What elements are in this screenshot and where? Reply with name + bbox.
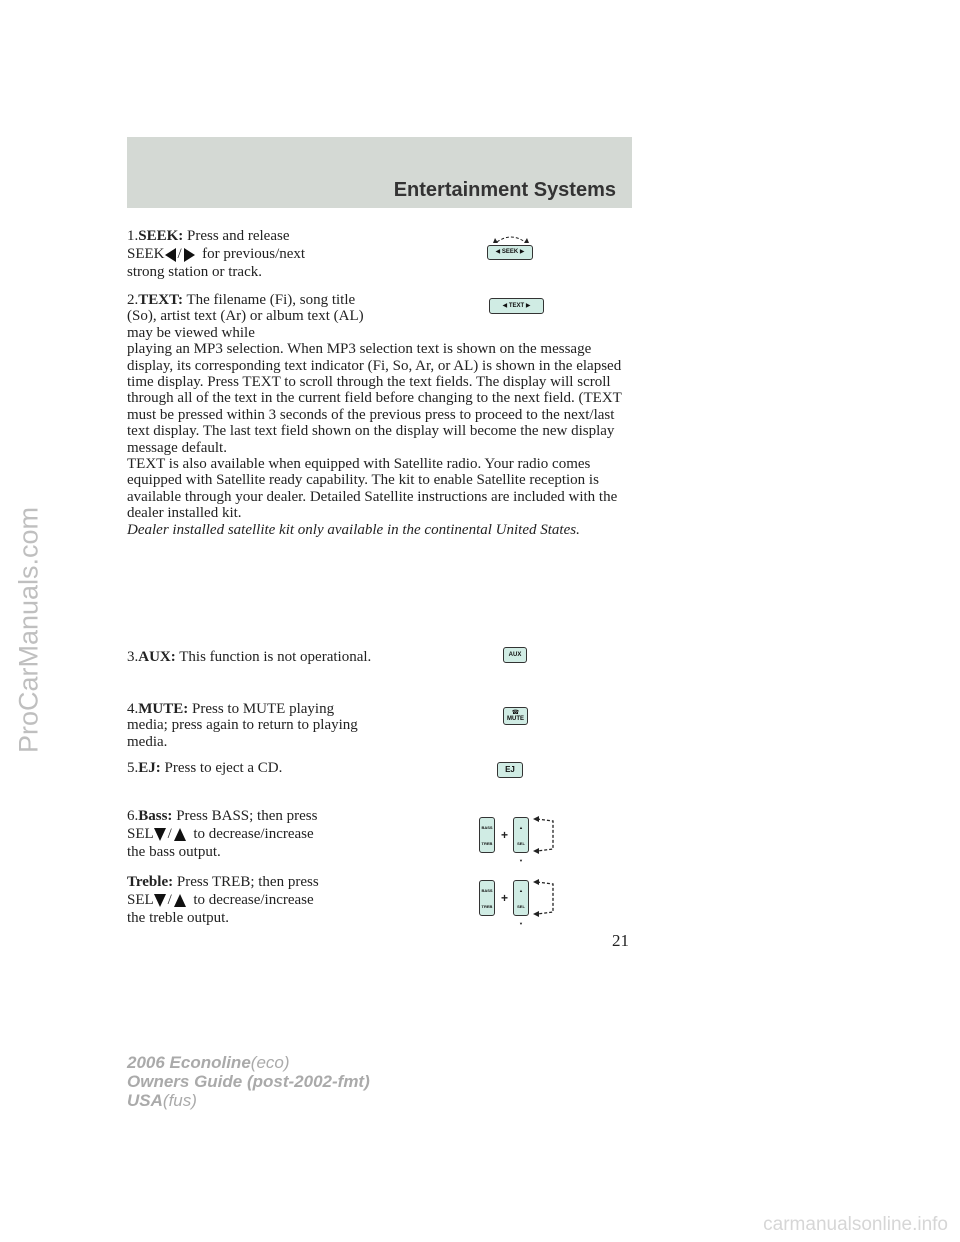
- side-watermark-text: ProCarManuals.com: [13, 506, 44, 754]
- aux-button: AUX: [503, 647, 527, 663]
- footer: [127, 1053, 370, 1110]
- item-term: SEEK:: [138, 228, 184, 244]
- sel-down-icon: [154, 828, 166, 841]
- phone-icon: ☎: [511, 710, 520, 716]
- item-term: AUX:: [138, 649, 176, 665]
- plus-sign: +: [501, 828, 509, 842]
- item-term: Treble:: [127, 874, 174, 890]
- item-number: 1.: [127, 228, 139, 244]
- page-number: 21: [612, 931, 629, 950]
- item-ej: 5.EJ: Press to eject a CD. EJ: [127, 760, 637, 808]
- item-term: EJ:: [138, 760, 161, 776]
- footer-model-code: (eco): [250, 1053, 290, 1072]
- bass-treb-button: BASS TREB: [479, 817, 495, 853]
- item-term: Bass:: [138, 808, 173, 824]
- ej-button: EJ: [497, 762, 523, 778]
- seek-right-icon: [184, 248, 195, 262]
- treble-control-figure: [479, 878, 559, 926]
- item-bass: 6.Bass: Press BASS; then press SEL / to decrease/increase the bass output. BASS TREB + ▲ SEL ▼: [127, 808, 637, 874]
- bottom-watermark: carmanualsonline.info: [763, 1214, 948, 1235]
- content: [127, 228, 637, 934]
- satellite-note: Dealer installed satellite kit only available in the continental United States.: [127, 521, 580, 538]
- section-title: Entertainment Systems: [393, 179, 616, 201]
- item-number: 6.: [127, 808, 139, 824]
- sel-button: ▲ SEL ▼: [513, 880, 529, 916]
- sel-down-icon: [154, 894, 166, 907]
- footer-region: USA: [127, 1091, 163, 1110]
- sel-up-icon: [174, 828, 186, 841]
- item-term: TEXT:: [138, 292, 183, 308]
- text-button: ◀ TEXT ▶: [489, 298, 544, 314]
- item-mute: 4.MUTE: Press to MUTE playing media; press again to return to playing media. ☎ MUTE: [127, 701, 637, 760]
- item-number: 4.: [127, 701, 139, 717]
- item-text: 2.TEXT: The filename (Fi), song title (So), artist text (Ar) or album text (AL) may be viewed while playing an MP3 selection. When MP3 selection text is shown on the message display, its corresponding text indicator (Fi, So, Ar, or AL) is shown in the elapsed time display. Press TEXT to scroll through the text fields. The display will scroll through all of the text in the current field before changing to the next field. (TEXT must be pressed within 3 seconds of the previous press to proceed to the next/last text display. The last text field shown on the display will become the new display message default. TEXT is also available when equipped with Satellite radio. Your radio comes equipped with Satellite ready capability. The kit to enable Satellite reception is available through your dealer. Detailed Satellite instructions are included with the dealer installed kit. Dealer installed satellite kit only available in the continental United States. ◀ TEXT ▶: [127, 292, 637, 649]
- seek-left-icon: [165, 248, 176, 262]
- item-aux: 3.AUX: This function is not operational. AUX: [127, 649, 637, 701]
- mute-button: ☎ MUTE: [503, 707, 528, 725]
- item-number: 3.: [127, 649, 139, 665]
- dashed-arrows-icon: [533, 815, 559, 855]
- footer-model: 2006 Econoline: [127, 1053, 251, 1072]
- footer-guide: Owners Guide (post-2002-fmt): [127, 1072, 370, 1091]
- item-number: 2.: [127, 292, 139, 308]
- seek-button: ◀ SEEK ▶: [487, 245, 533, 260]
- footer-region-code: (fus): [162, 1091, 197, 1110]
- header-band: [127, 137, 632, 208]
- seek-arrows-icon: [487, 232, 535, 244]
- item-seek: 1.SEEK: Press and release SEEK / for previous/next strong station or track. ◀ SEEK ▶: [127, 228, 637, 290]
- item-treble: Treble: Press TREB; then press SEL / to decrease/increase the treble output. BASS TREB + ▲ SEL ▼: [127, 874, 637, 934]
- bass-treb-button: BASS TREB: [479, 880, 495, 916]
- item-number: 5.: [127, 760, 139, 776]
- sel-up-icon: [174, 894, 186, 907]
- bass-control-figure: [479, 815, 559, 863]
- item-term: MUTE:: [138, 701, 189, 717]
- sel-button: ▲ SEL ▼: [513, 817, 529, 853]
- dashed-arrows-icon: [533, 878, 559, 918]
- seek-button-figure: [487, 232, 535, 260]
- side-watermark: [4, 400, 54, 860]
- plus-sign: +: [501, 891, 509, 905]
